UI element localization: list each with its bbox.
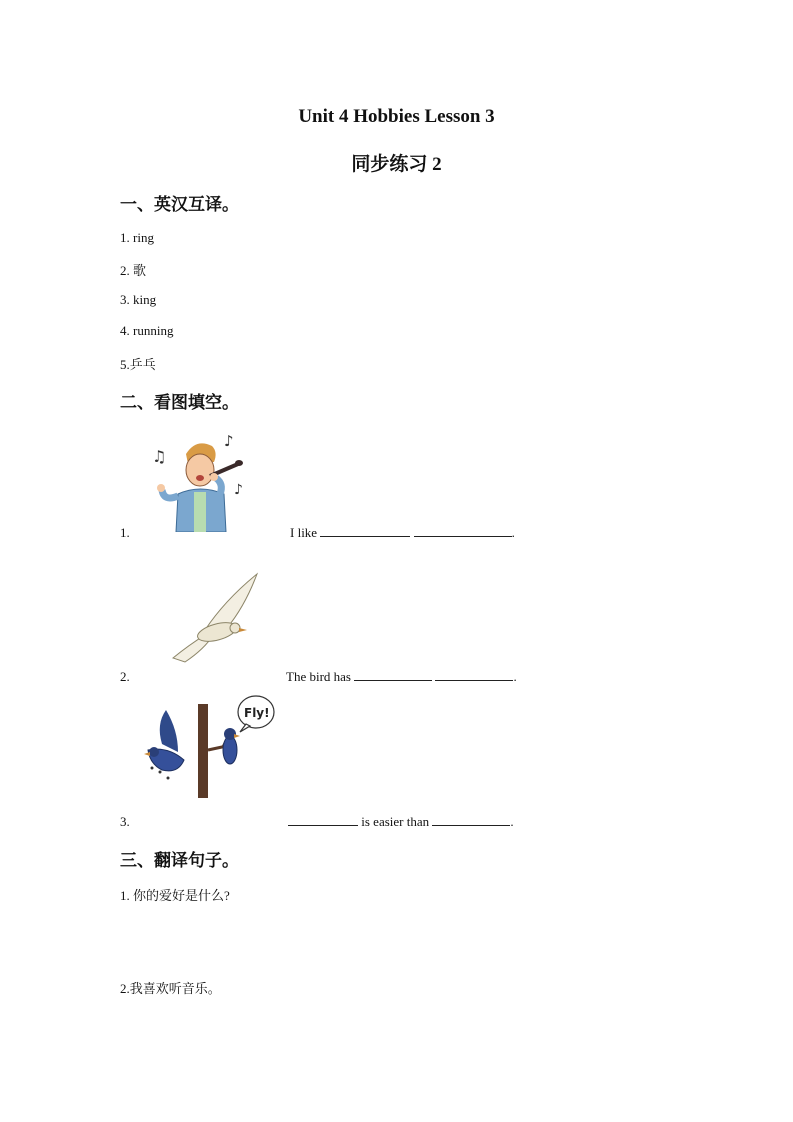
- picture-question-2-sentence: [286, 669, 517, 685]
- q2-blank-1[interactable]: [354, 669, 432, 681]
- translate-item-3: 3. king: [120, 292, 157, 307]
- picture-question-3-sentence: [288, 814, 514, 830]
- svg-text:♪: ♪: [224, 432, 234, 450]
- picture-question-3-number: 3.: [120, 814, 130, 829]
- q2-blank-2[interactable]: [435, 669, 513, 681]
- q3-text-middle: is easier than: [361, 814, 430, 829]
- translate-item-5: 5.乒乓: [120, 357, 156, 372]
- q3-blank-2[interactable]: [432, 814, 510, 826]
- q2-period: .: [513, 669, 517, 684]
- q1-period: .: [511, 525, 515, 540]
- section-3-heading: 三、翻译句子。: [120, 851, 239, 870]
- translate-item-4: 4. running: [120, 323, 174, 338]
- q1-text-before: I like: [290, 525, 318, 540]
- translate-sentence-1: 1. 你的爱好是什么?: [120, 888, 230, 903]
- page-subtitle: 同步练习 2: [351, 154, 442, 175]
- section-2-heading: 二、看图填空。: [120, 393, 239, 412]
- page-title: Unit 4 Hobbies Lesson 3: [298, 106, 495, 127]
- picture-question-2-number: 2.: [120, 669, 130, 684]
- svg-text:♫: ♫: [152, 447, 167, 466]
- section-1-heading: 一、英汉互译。: [120, 195, 239, 214]
- picture-question-1-sentence: [290, 525, 515, 541]
- svg-text:♪: ♪: [234, 482, 243, 498]
- speech-bubble-text: Fly!: [244, 706, 270, 720]
- translate-sentence-2: 2.我喜欢听音乐。: [120, 981, 221, 996]
- q2-text-before: The bird has: [286, 669, 351, 684]
- picture-question-1-number: 1.: [120, 525, 130, 540]
- q1-blank-1[interactable]: [320, 525, 410, 537]
- flying-bird-image: [165, 570, 265, 666]
- translate-item-2: 2. 歌: [120, 263, 147, 278]
- translate-item-1: 1. ring: [120, 230, 154, 245]
- q3-period: .: [510, 814, 514, 829]
- q1-blank-2[interactable]: [414, 525, 512, 537]
- birds-tree-image: [138, 690, 278, 800]
- singing-boy-image: [148, 432, 258, 532]
- q3-blank-1[interactable]: [288, 814, 358, 826]
